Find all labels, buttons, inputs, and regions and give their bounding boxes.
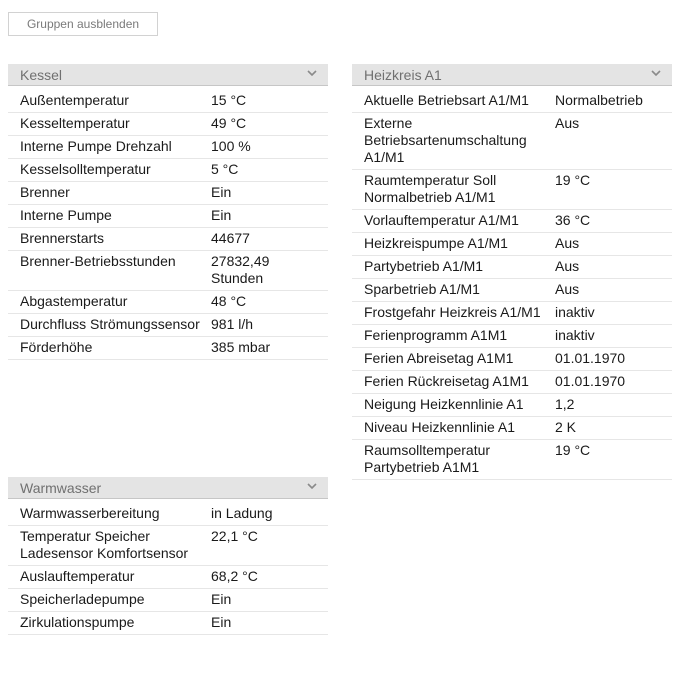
row-value: 100 % xyxy=(211,138,251,154)
row-value: Aus xyxy=(555,281,580,297)
table-row xyxy=(352,256,672,279)
row-value: Ein xyxy=(211,207,232,223)
row-value: 2 K xyxy=(555,419,577,435)
heizkreis-rows xyxy=(352,90,672,480)
row-value: 5 °C xyxy=(211,161,239,177)
table-row xyxy=(8,612,328,635)
table-row xyxy=(8,314,328,337)
row-value: Normalbetrieb xyxy=(555,92,643,108)
panel-title: Warmwasser xyxy=(20,480,102,496)
row-label: Brennerstarts xyxy=(20,230,105,246)
row-value: 19 °C xyxy=(555,442,591,458)
row-label: Brenner-Betriebsstunden xyxy=(20,253,176,269)
table-row xyxy=(8,159,328,182)
warmwasser-rows xyxy=(8,503,328,635)
row-value: Aus xyxy=(555,235,580,251)
table-row xyxy=(352,233,672,256)
row-label: Neigung Heizkennlinie A1 xyxy=(364,396,524,412)
row-value: inaktiv xyxy=(555,304,595,320)
panel-warmwasser xyxy=(8,477,328,635)
row-label: Auslauftemperatur xyxy=(20,568,135,584)
table-row xyxy=(8,205,328,228)
panel-header-warmwasser[interactable] xyxy=(8,477,328,499)
row-value: inaktiv xyxy=(555,327,595,343)
row-label: Brenner xyxy=(20,184,70,200)
row-value: 22,1 °C xyxy=(211,528,258,544)
row-label: Zirkulationspumpe xyxy=(20,614,135,630)
panel-title: Kessel xyxy=(20,67,63,83)
table-row xyxy=(8,566,328,589)
row-label: Sparbetrieb A1/M1 xyxy=(364,281,480,297)
row-value: 27832,49 Stunden xyxy=(211,253,270,286)
table-row xyxy=(352,394,672,417)
row-value: Ein xyxy=(211,591,232,607)
table-row xyxy=(8,136,328,159)
row-value: in Ladung xyxy=(211,505,273,521)
chevron-down-icon[interactable] xyxy=(306,480,318,492)
table-row xyxy=(352,279,672,302)
row-value: 19 °C xyxy=(555,172,591,188)
row-value: 1,2 xyxy=(555,396,575,412)
row-value: 36 °C xyxy=(555,212,591,228)
kessel-rows xyxy=(8,90,328,360)
table-row xyxy=(8,589,328,612)
row-label: Heizkreispumpe A1/M1 xyxy=(364,235,508,251)
table-row xyxy=(8,251,328,291)
row-value: 44677 xyxy=(211,230,250,246)
row-label: Ferien Rückreisetag A1M1 xyxy=(364,373,529,389)
table-row xyxy=(352,348,672,371)
row-value: Ein xyxy=(211,614,232,630)
row-value: 68,2 °C xyxy=(211,568,258,584)
row-label: Ferien Abreisetag A1M1 xyxy=(364,350,514,366)
row-label: Temperatur Speicher Ladesensor Komfortsensor xyxy=(20,528,189,561)
row-value: Aus xyxy=(555,258,580,274)
row-label: Interne Pumpe Drehzahl xyxy=(20,138,172,154)
row-value: 49 °C xyxy=(211,115,247,131)
table-row xyxy=(352,302,672,325)
chevron-down-icon[interactable] xyxy=(650,67,662,79)
row-value: 385 mbar xyxy=(211,339,271,355)
row-label: Vorlauftemperatur A1/M1 xyxy=(364,212,519,228)
row-label: Kesselsolltemperatur xyxy=(20,161,151,177)
row-value: 01.01.1970 xyxy=(555,350,626,366)
table-row xyxy=(352,440,672,480)
row-value: 981 l/h xyxy=(211,316,254,332)
row-label: Externe Betriebsartenumschaltung A1/M1 xyxy=(364,115,527,165)
table-row xyxy=(8,526,328,566)
table-row xyxy=(8,291,328,314)
table-row xyxy=(352,325,672,348)
row-label: Außentemperatur xyxy=(20,92,129,108)
table-row xyxy=(352,417,672,440)
row-value: 15 °C xyxy=(211,92,247,108)
panel-kessel xyxy=(8,64,328,360)
panel-title: Heizkreis A1 xyxy=(364,67,442,83)
table-row xyxy=(352,170,672,210)
panel-heizkreis-a1 xyxy=(352,64,672,480)
row-label: Raumtemperatur Soll Normalbetrieb A1/M1 xyxy=(364,172,497,205)
row-value: 01.01.1970 xyxy=(555,373,626,389)
table-row xyxy=(8,337,328,360)
table-row xyxy=(352,113,672,170)
table-row xyxy=(8,113,328,136)
row-label: Förderhöhe xyxy=(20,339,93,355)
row-label: Durchfluss Strömungssensor xyxy=(20,316,200,332)
row-label: Kesseltemperatur xyxy=(20,115,130,131)
row-label: Ferienprogramm A1M1 xyxy=(364,327,508,343)
row-label: Warmwasserbereitung xyxy=(20,505,160,521)
table-row xyxy=(352,371,672,394)
row-label: Interne Pumpe xyxy=(20,207,112,223)
row-label: Aktuelle Betriebsart A1/M1 xyxy=(364,92,529,108)
table-row xyxy=(8,228,328,251)
row-value: Ein xyxy=(211,184,232,200)
row-label: Speicherladepumpe xyxy=(20,591,145,607)
row-label: Niveau Heizkennlinie A1 xyxy=(364,419,515,435)
table-row xyxy=(8,90,328,113)
row-label: Abgastemperatur xyxy=(20,293,128,309)
panel-header-heizkreis-a1[interactable] xyxy=(352,64,672,86)
row-value: Aus xyxy=(555,115,580,131)
row-label: Raumsolltemperatur Partybetrieb A1M1 xyxy=(364,442,491,475)
row-label: Partybetrieb A1/M1 xyxy=(364,258,484,274)
hide-groups-button[interactable]: Gruppen ausblenden xyxy=(8,12,158,36)
chevron-down-icon[interactable] xyxy=(306,67,318,79)
table-row xyxy=(352,210,672,233)
table-row xyxy=(8,503,328,526)
table-row xyxy=(8,182,328,205)
table-row xyxy=(352,90,672,113)
row-value: 48 °C xyxy=(211,293,247,309)
row-label: Frostgefahr Heizkreis A1/M1 xyxy=(364,304,541,320)
panel-header-kessel[interactable] xyxy=(8,64,328,86)
